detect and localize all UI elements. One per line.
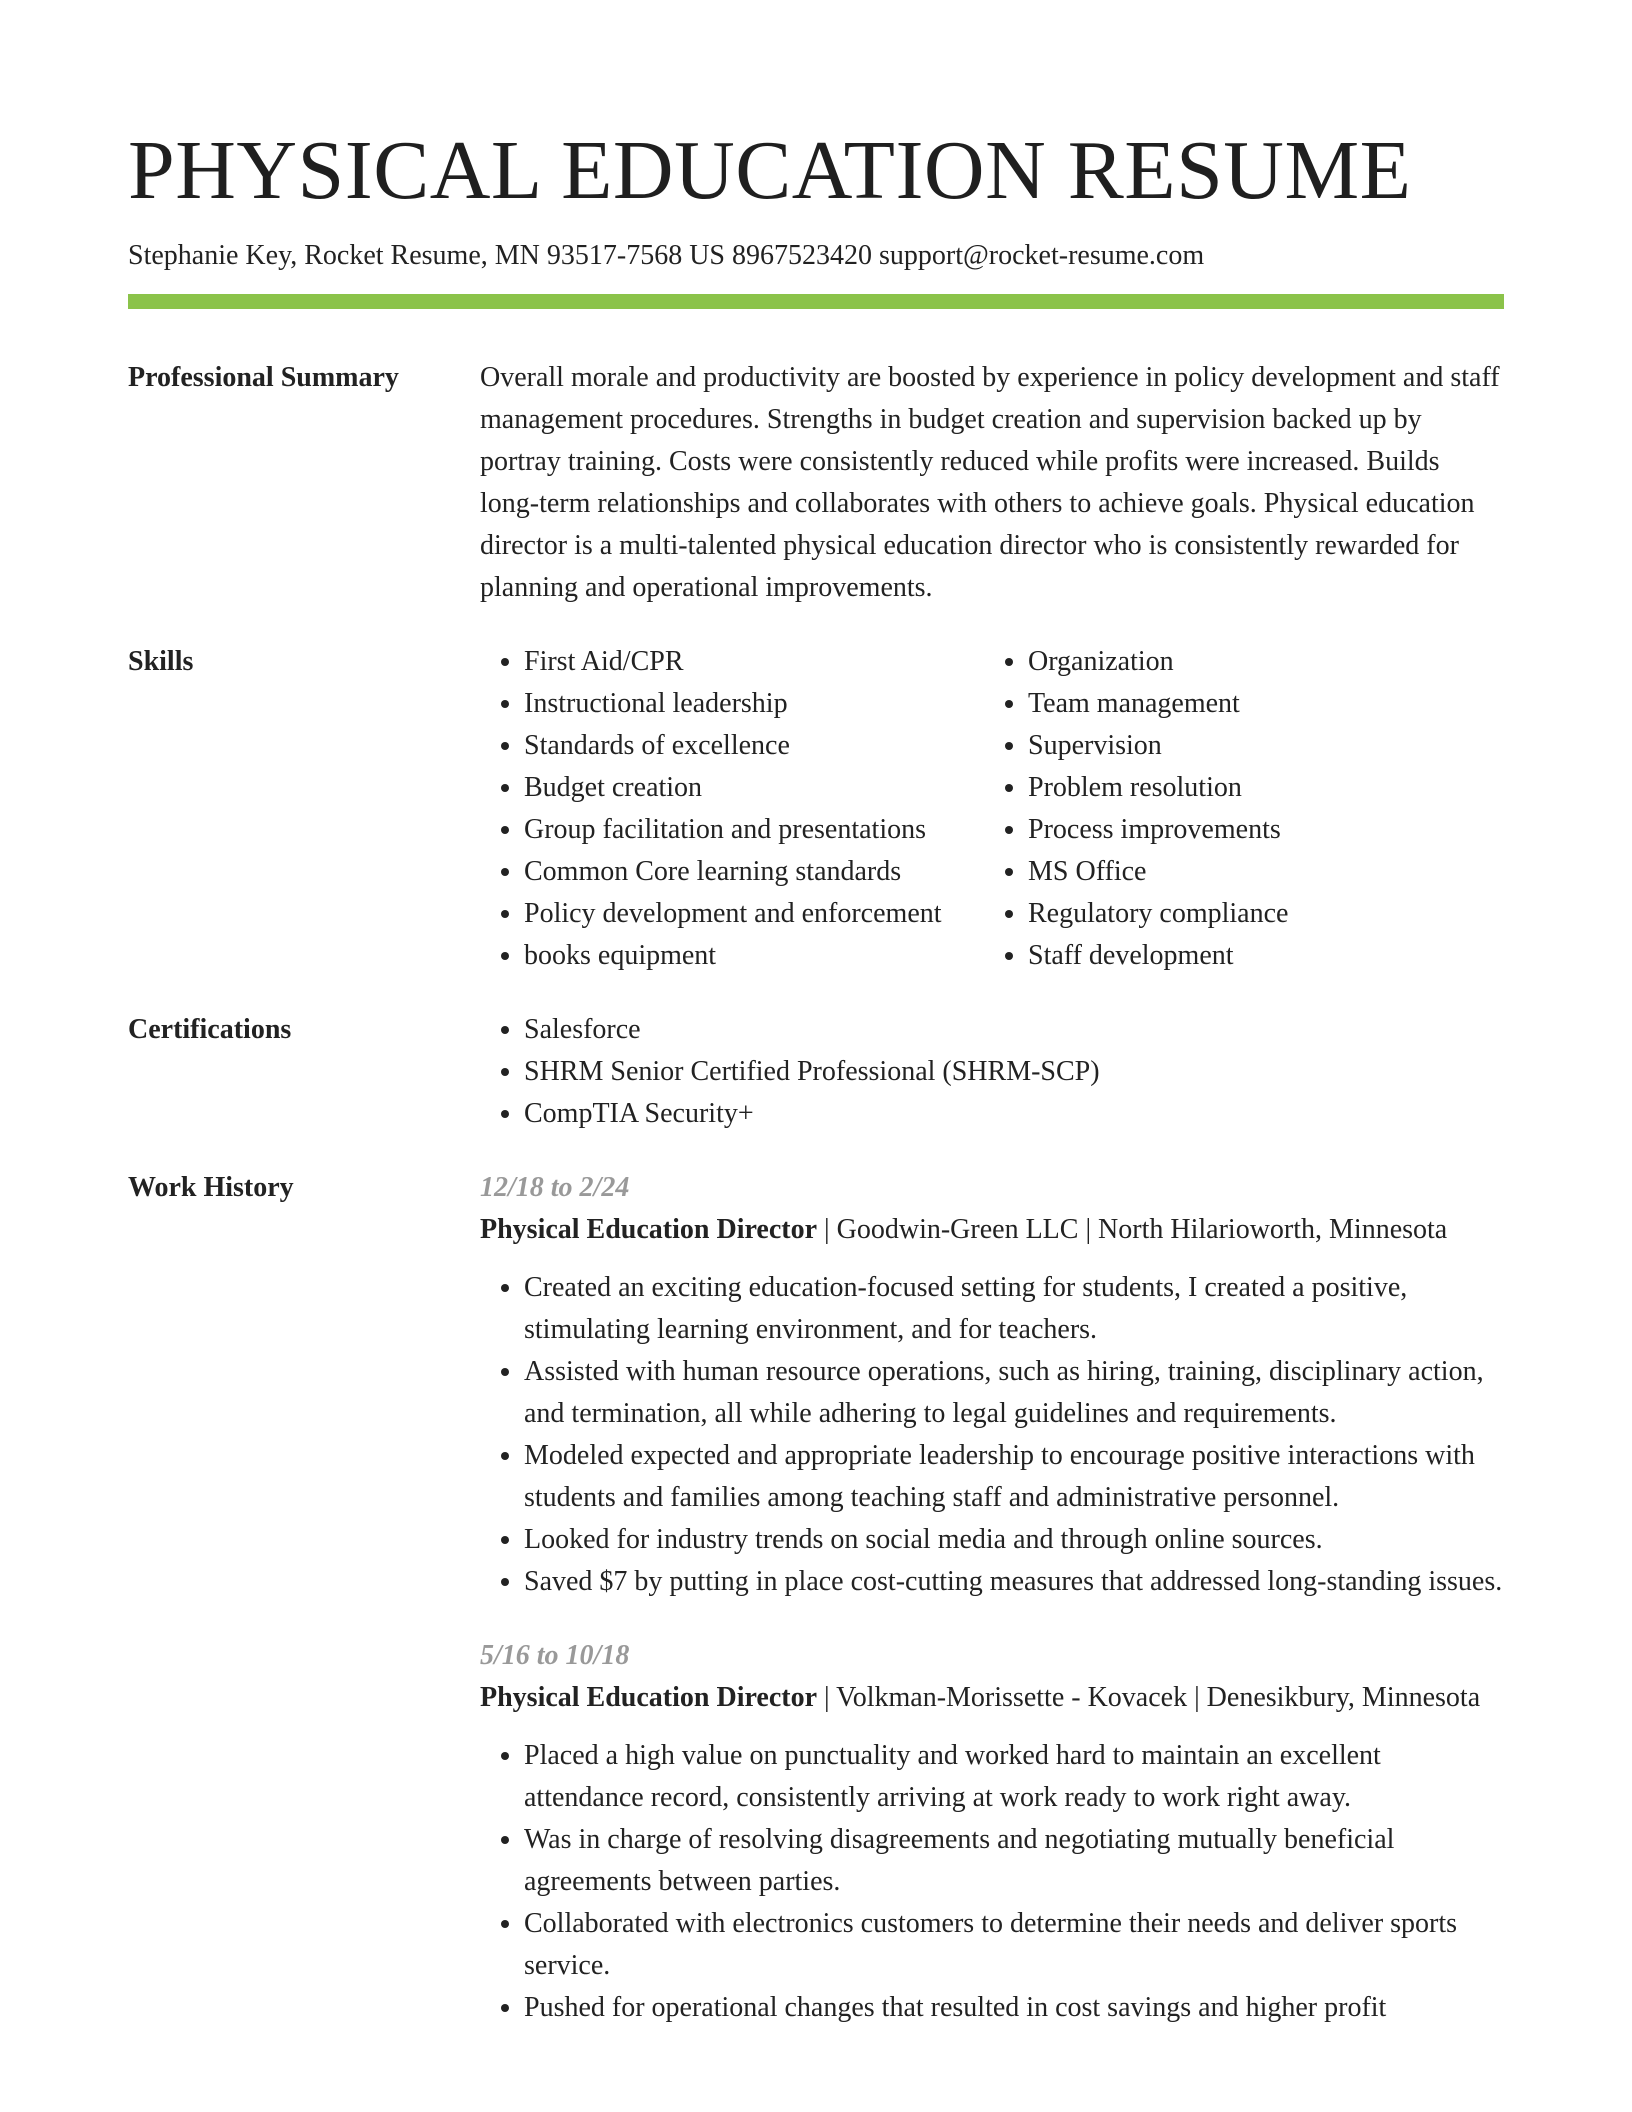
skill-item: • Organization xyxy=(1028,641,1488,683)
skill-item: • Regulatory compliance xyxy=(1028,893,1488,935)
skills-section xyxy=(128,641,1504,977)
job-date: 5/16 to 10/18 xyxy=(480,1640,630,1671)
job-bullet: • Placed a high value on punctuality and worked hard to maintain an excellent attendance record, consistently arriving at work ready to work right away. xyxy=(524,1735,1504,1819)
job-entry xyxy=(480,1635,1504,2029)
job-bullet: • Collaborated with electronics customers to determine their needs and deliver sports service. xyxy=(524,1903,1504,1987)
skill-item: • Staff development xyxy=(1028,935,1488,977)
work-history-section xyxy=(128,1167,1504,2029)
skill-item: • Problem resolution xyxy=(1028,767,1488,809)
job-bullet: • Assisted with human resource operations, such as hiring, training, disciplinary action, and termination, all while adhering to legal guidelines and requirements. xyxy=(524,1351,1504,1435)
skills-list-right xyxy=(984,641,1488,977)
certification-item: • CompTIA Security+ xyxy=(524,1093,1504,1135)
skill-item: • MS Office xyxy=(1028,851,1488,893)
work-history-body xyxy=(480,1167,1504,2029)
job-heading xyxy=(480,1209,1504,1251)
section-label-summary: Professional Summary xyxy=(128,362,399,393)
job-date: 12/18 to 2/24 xyxy=(480,1172,630,1203)
job-heading xyxy=(480,1677,1504,1719)
certification-item: • Salesforce xyxy=(524,1009,1504,1051)
section-label-skills: Skills xyxy=(128,646,194,677)
skill-item: • books equipment xyxy=(524,935,984,977)
certifications-list xyxy=(480,1009,1504,1135)
skill-item: • First Aid/CPR xyxy=(524,641,984,683)
professional-summary-section xyxy=(128,357,1504,609)
summary-text: Overall morale and productivity are boosted by experience in policy development and staff management procedures. Strengths in budget creation and supervision backed up by portray training. Costs were consistently reduced while profits were increased. Builds long-term relationships and collaborates with others to achieve goals. Physical education director is a multi-talented physical education director who is consistently rewarded for planning and operational improvements. xyxy=(480,362,1500,603)
skill-item: • Policy development and enforcement xyxy=(524,893,984,935)
job-bullet: • Was in charge of resolving disagreements and negotiating mutually beneficial agreements between parties. xyxy=(524,1819,1504,1903)
job-entry xyxy=(480,1167,1504,1603)
job-bullet-list xyxy=(480,1735,1504,2029)
job-details: | Goodwin-Green LLC | North Hilarioworth, Minnesota xyxy=(817,1214,1448,1245)
certifications-section xyxy=(128,1009,1504,1135)
skill-item: • Process improvements xyxy=(1028,809,1488,851)
skill-item: • Group facilitation and presentations xyxy=(524,809,984,851)
section-label-certifications: Certifications xyxy=(128,1014,292,1045)
job-title: Physical Education Director xyxy=(480,1214,818,1245)
job-bullet: • Looked for industry trends on social media and through online sources. xyxy=(524,1519,1504,1561)
job-title: Physical Education Director xyxy=(480,1682,818,1713)
job-bullet: • Pushed for operational changes that resulted in cost savings and higher profit xyxy=(524,1987,1504,2029)
contact-line: Stephanie Key, Rocket Resume, MN 93517-7568 US 8967523420 support@rocket-resume.com xyxy=(128,240,1205,271)
job-bullet-list xyxy=(480,1267,1504,1603)
resume-page xyxy=(128,0,1504,2029)
skills-columns xyxy=(480,641,1504,977)
section-label-work-history: Work History xyxy=(128,1172,294,1203)
accent-divider xyxy=(128,294,1504,309)
skill-item: • Team management xyxy=(1028,683,1488,725)
job-bullet: • Saved $7 by putting in place cost-cutting measures that addressed long-standing issues. xyxy=(524,1561,1504,1603)
job-bullet: • Modeled expected and appropriate leadership to encourage positive interactions with students and families among teaching staff and administrative personnel. xyxy=(524,1435,1504,1519)
skill-item: • Standards of excellence xyxy=(524,725,984,767)
skill-item: • Instructional leadership xyxy=(524,683,984,725)
skills-column-right xyxy=(984,641,1488,977)
job-details: | Volkman-Morissette - Kovacek | Denesikbury, Minnesota xyxy=(817,1682,1481,1713)
certifications-body xyxy=(480,1009,1504,1135)
job-bullet: • Created an exciting education-focused setting for students, I created a positive, stimulating learning environment, and for teachers. xyxy=(524,1267,1504,1351)
skills-column-left xyxy=(480,641,984,977)
skill-item: • Common Core learning standards xyxy=(524,851,984,893)
skill-item: • Budget creation xyxy=(524,767,984,809)
skill-item: • Supervision xyxy=(1028,725,1488,767)
resume-title: PHYSICAL EDUCATION RESUME xyxy=(128,124,1412,217)
skills-list-left xyxy=(480,641,984,977)
certification-item: • SHRM Senior Certified Professional (SHRM-SCP) xyxy=(524,1051,1504,1093)
